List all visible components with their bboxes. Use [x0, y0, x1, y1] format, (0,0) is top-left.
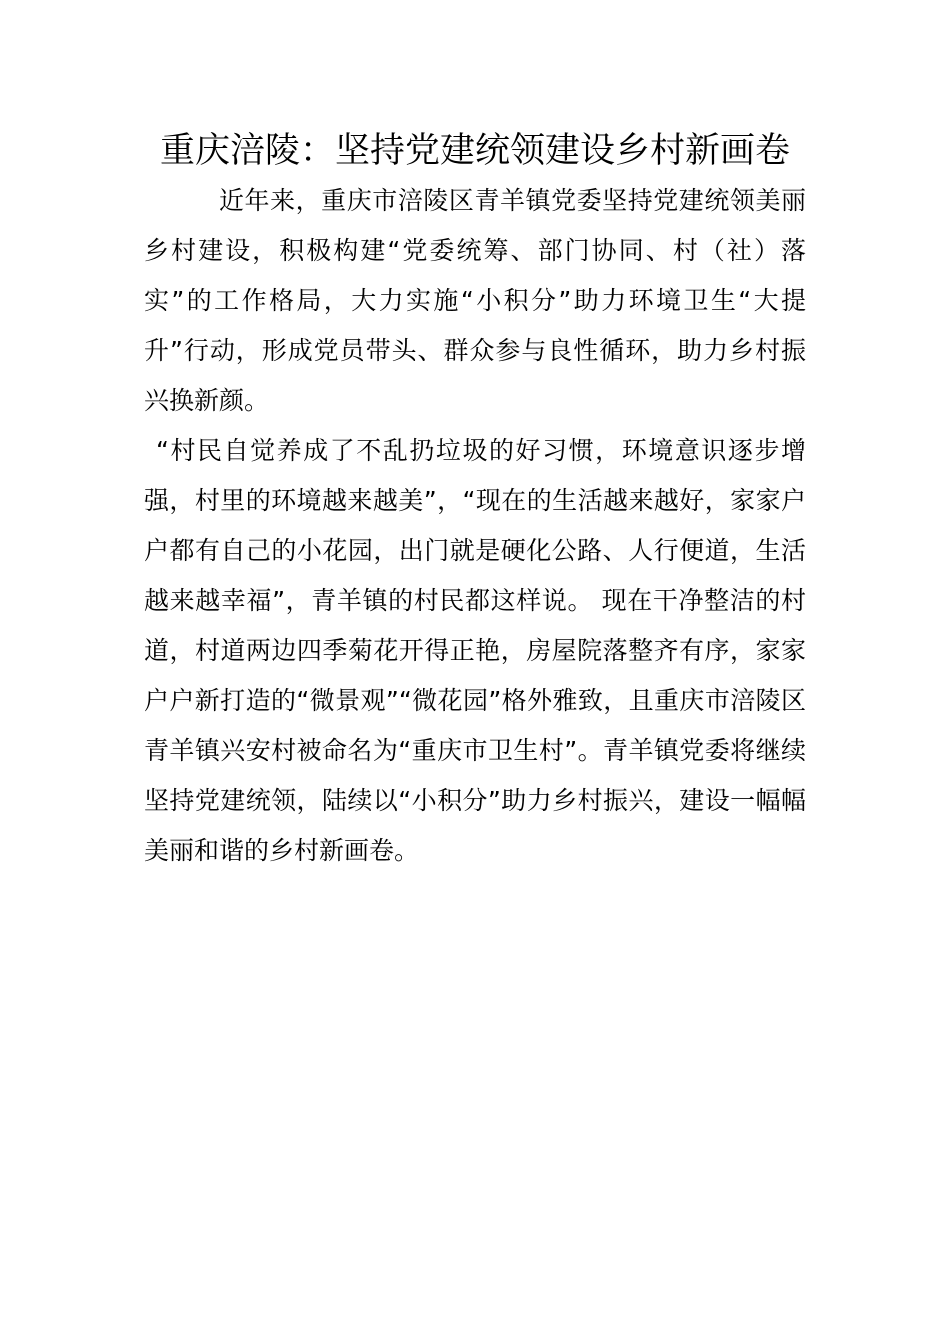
body-paragraph-intro: 近年来，重庆市涪陵区青羊镇党委坚持党建统领美丽乡村建设，积极构建“党委统筹、部门协同、村（社）落实”的工作格局，大力实施“小积分”助力环境卫生“大提升”行动，形成党员带头、群众参与良性循环，助力乡村振兴换新颜。	[144, 186, 806, 415]
document-body	[144, 176, 806, 876]
body-paragraph-quote: “村民自觉养成了不乱扔垃圾的好习惯，环境意识逐步增强，村里的环境越来越美”，“现在的生活越来越好，家家户户都有自己的小花园，出门就是硬化公路、人行便道，生活越来越幸福”，青羊镇的村民都这样说。 现在干净整洁的村道，村道两边四季菊花开得正艳，房屋院落整齐有序，家家户户新打造的“微景观”“微花园”格外雅致，且重庆市涪陵区青羊镇兴安村被命名为“重庆市卫生村”。青羊镇党委将继续坚持党建统领，陆续以“小积分”助力乡村振兴，建设一幅幅美丽和谐的乡村新画卷。	[144, 436, 806, 865]
document-title: 重庆涪陵：坚持党建统领建设乡村新画卷	[159, 131, 790, 171]
